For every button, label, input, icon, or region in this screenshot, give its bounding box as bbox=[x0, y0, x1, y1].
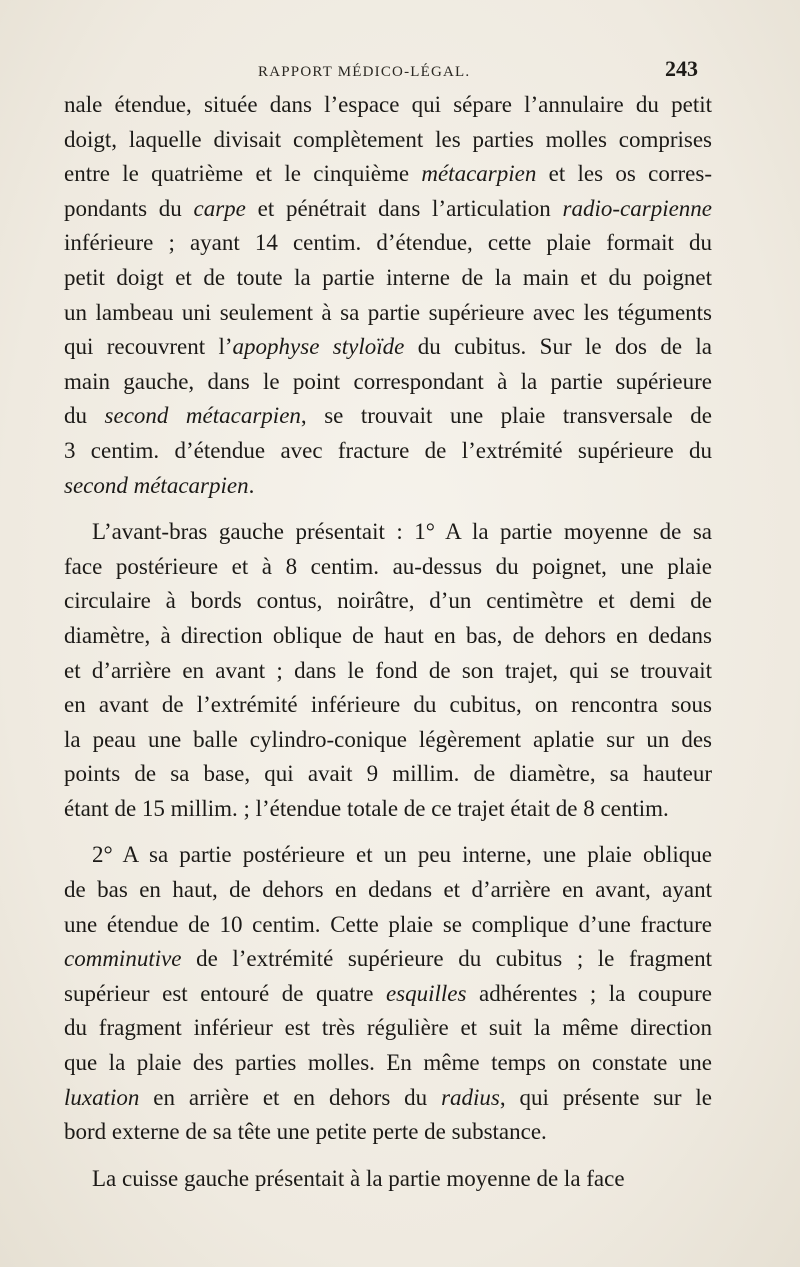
text-run: bord externe de sa tête une petite perte de substance. bbox=[64, 1119, 547, 1145]
text-run: du fragment inférieur est très régulière et suit la même direction bbox=[64, 1015, 712, 1041]
italic-term: carpe bbox=[193, 195, 246, 221]
text-line bbox=[64, 908, 712, 943]
paragraph-gap bbox=[64, 826, 712, 838]
text-run: points de sa base, qui avait 9 millim. de diamètre, sa hauteur bbox=[64, 761, 712, 787]
text-line bbox=[64, 838, 712, 873]
text-line bbox=[64, 434, 712, 469]
page-number: 243 bbox=[665, 56, 698, 81]
text-run: . bbox=[248, 472, 255, 498]
text-run: inférieure ; ayant 14 centim. d’étendue, cette plaie formait du bbox=[64, 230, 712, 256]
text-line bbox=[64, 192, 712, 227]
text-line bbox=[64, 873, 712, 908]
italic-term: esquilles bbox=[385, 980, 467, 1006]
text-run: de bas en haut, de dehors en dedans et d’arrière en avant, ayant bbox=[64, 877, 712, 903]
text-line bbox=[64, 88, 712, 123]
text-line bbox=[64, 1162, 712, 1197]
text-line bbox=[64, 942, 712, 977]
text-line bbox=[64, 330, 712, 365]
italic-term: second métacarpien bbox=[104, 403, 301, 429]
text-run: et pénétrait dans l’articulation bbox=[245, 195, 563, 221]
text-run: entre le quatrième et le cinquième bbox=[64, 161, 422, 187]
text-run: nale étendue, située dans l’espace qui sépare l’annulaire du petit bbox=[64, 92, 712, 117]
text-line bbox=[64, 1081, 712, 1116]
text-run: , se trouvait une plaie transversale de bbox=[300, 403, 712, 429]
paragraph bbox=[64, 515, 712, 826]
text-line bbox=[64, 515, 712, 550]
text-run: une étendue de 10 centim. Cette plaie se complique d’une fracture bbox=[64, 911, 712, 937]
text-run: de l’extrémité supérieure du cubitus ; le fragment bbox=[181, 946, 712, 972]
text-run: , qui présente sur le bbox=[499, 1084, 713, 1110]
text-line bbox=[64, 977, 712, 1012]
italic-term: radio-carpienne bbox=[562, 195, 712, 221]
paragraph bbox=[64, 838, 712, 1149]
text-run: face postérieure et à 8 centim. au-dessus du poignet, une plaie bbox=[64, 553, 712, 579]
italic-term: luxation bbox=[64, 1084, 140, 1110]
text-run: L’avant-bras gauche présentait : 1° A la partie moyenne de sa bbox=[92, 519, 712, 545]
text-line bbox=[64, 365, 712, 400]
italic-term: radius bbox=[441, 1084, 500, 1110]
text-line bbox=[64, 1011, 712, 1046]
text-run: diamètre, à direction oblique de haut en bas, de dehors en dedans bbox=[64, 622, 712, 648]
text-run: main gauche, dans le point correspondant à la partie supérieure bbox=[64, 368, 712, 394]
text-run: que la plaie des parties molles. En même temps on constate une bbox=[64, 1050, 712, 1076]
text-line bbox=[64, 688, 712, 723]
text-run: en avant de l’extrémité inférieure du cubitus, on rencontra sous bbox=[64, 692, 712, 718]
paragraph bbox=[64, 88, 712, 503]
paragraph-gap bbox=[64, 503, 712, 515]
text-run: 2° A sa partie postérieure et un peu interne, une plaie oblique bbox=[92, 842, 712, 868]
italic-term: second métacarpien bbox=[64, 472, 249, 498]
text-line bbox=[64, 619, 712, 654]
text-line bbox=[64, 226, 712, 261]
text-run: en arrière et en dehors du bbox=[139, 1084, 442, 1110]
italic-term: apophyse styloïde bbox=[232, 334, 405, 360]
text-line bbox=[64, 469, 712, 504]
text-line bbox=[64, 792, 712, 827]
paragraph bbox=[64, 1162, 712, 1197]
text-line bbox=[64, 399, 712, 434]
text-line bbox=[64, 757, 712, 792]
text-run: 3 centim. d’étendue avec fracture de l’extrémité supérieure du bbox=[64, 437, 712, 463]
text-line bbox=[64, 123, 712, 158]
text-run: pondants du bbox=[64, 195, 194, 221]
text-run: un lambeau uni seulement à sa partie supérieure avec les téguments bbox=[64, 299, 712, 325]
text-run: et d’arrière en avant ; dans le fond de son trajet, qui se trouvait bbox=[64, 657, 712, 683]
text-run: supérieur est entouré de quatre bbox=[64, 980, 386, 1006]
text-line bbox=[64, 1115, 712, 1150]
text-line bbox=[64, 584, 712, 619]
italic-term: comminutive bbox=[64, 946, 182, 972]
text-line bbox=[64, 723, 712, 758]
italic-term: métacarpien bbox=[421, 161, 537, 187]
text-line bbox=[64, 261, 712, 296]
text-run: petit doigt et de toute la partie interne de la main et du poignet bbox=[64, 264, 712, 290]
text-run: du bbox=[64, 403, 105, 429]
text-line bbox=[64, 654, 712, 689]
text-run: La cuisse gauche présentait à la partie moyenne de la face bbox=[92, 1165, 625, 1191]
text-run: et les os corres- bbox=[536, 161, 712, 187]
text-line bbox=[64, 296, 712, 331]
text-run: circulaire à bords contus, noirâtre, d’un centimètre et demi de bbox=[64, 588, 712, 614]
text-run: doigt, laquelle divisait complètement les parties molles comprises bbox=[64, 126, 712, 152]
paragraph-gap bbox=[64, 1150, 712, 1162]
text-line bbox=[64, 1046, 712, 1081]
text-run: qui recouvrent l’ bbox=[64, 334, 233, 360]
text-line bbox=[64, 157, 712, 192]
running-title: RAPPORT MÉDICO-LÉGAL. bbox=[258, 64, 471, 80]
text-run: du cubitus. Sur le dos de la bbox=[404, 334, 713, 360]
text-line bbox=[64, 550, 712, 585]
body-text bbox=[64, 88, 712, 1196]
text-run: la peau une balle cylindro-conique légèrement aplatie sur un des bbox=[64, 726, 712, 752]
text-run: étant de 15 millim. ; l’étendue totale de ce trajet était de 8 centim. bbox=[64, 795, 669, 821]
text-run: adhérentes ; la coupure bbox=[466, 980, 712, 1006]
page-header bbox=[258, 56, 698, 88]
